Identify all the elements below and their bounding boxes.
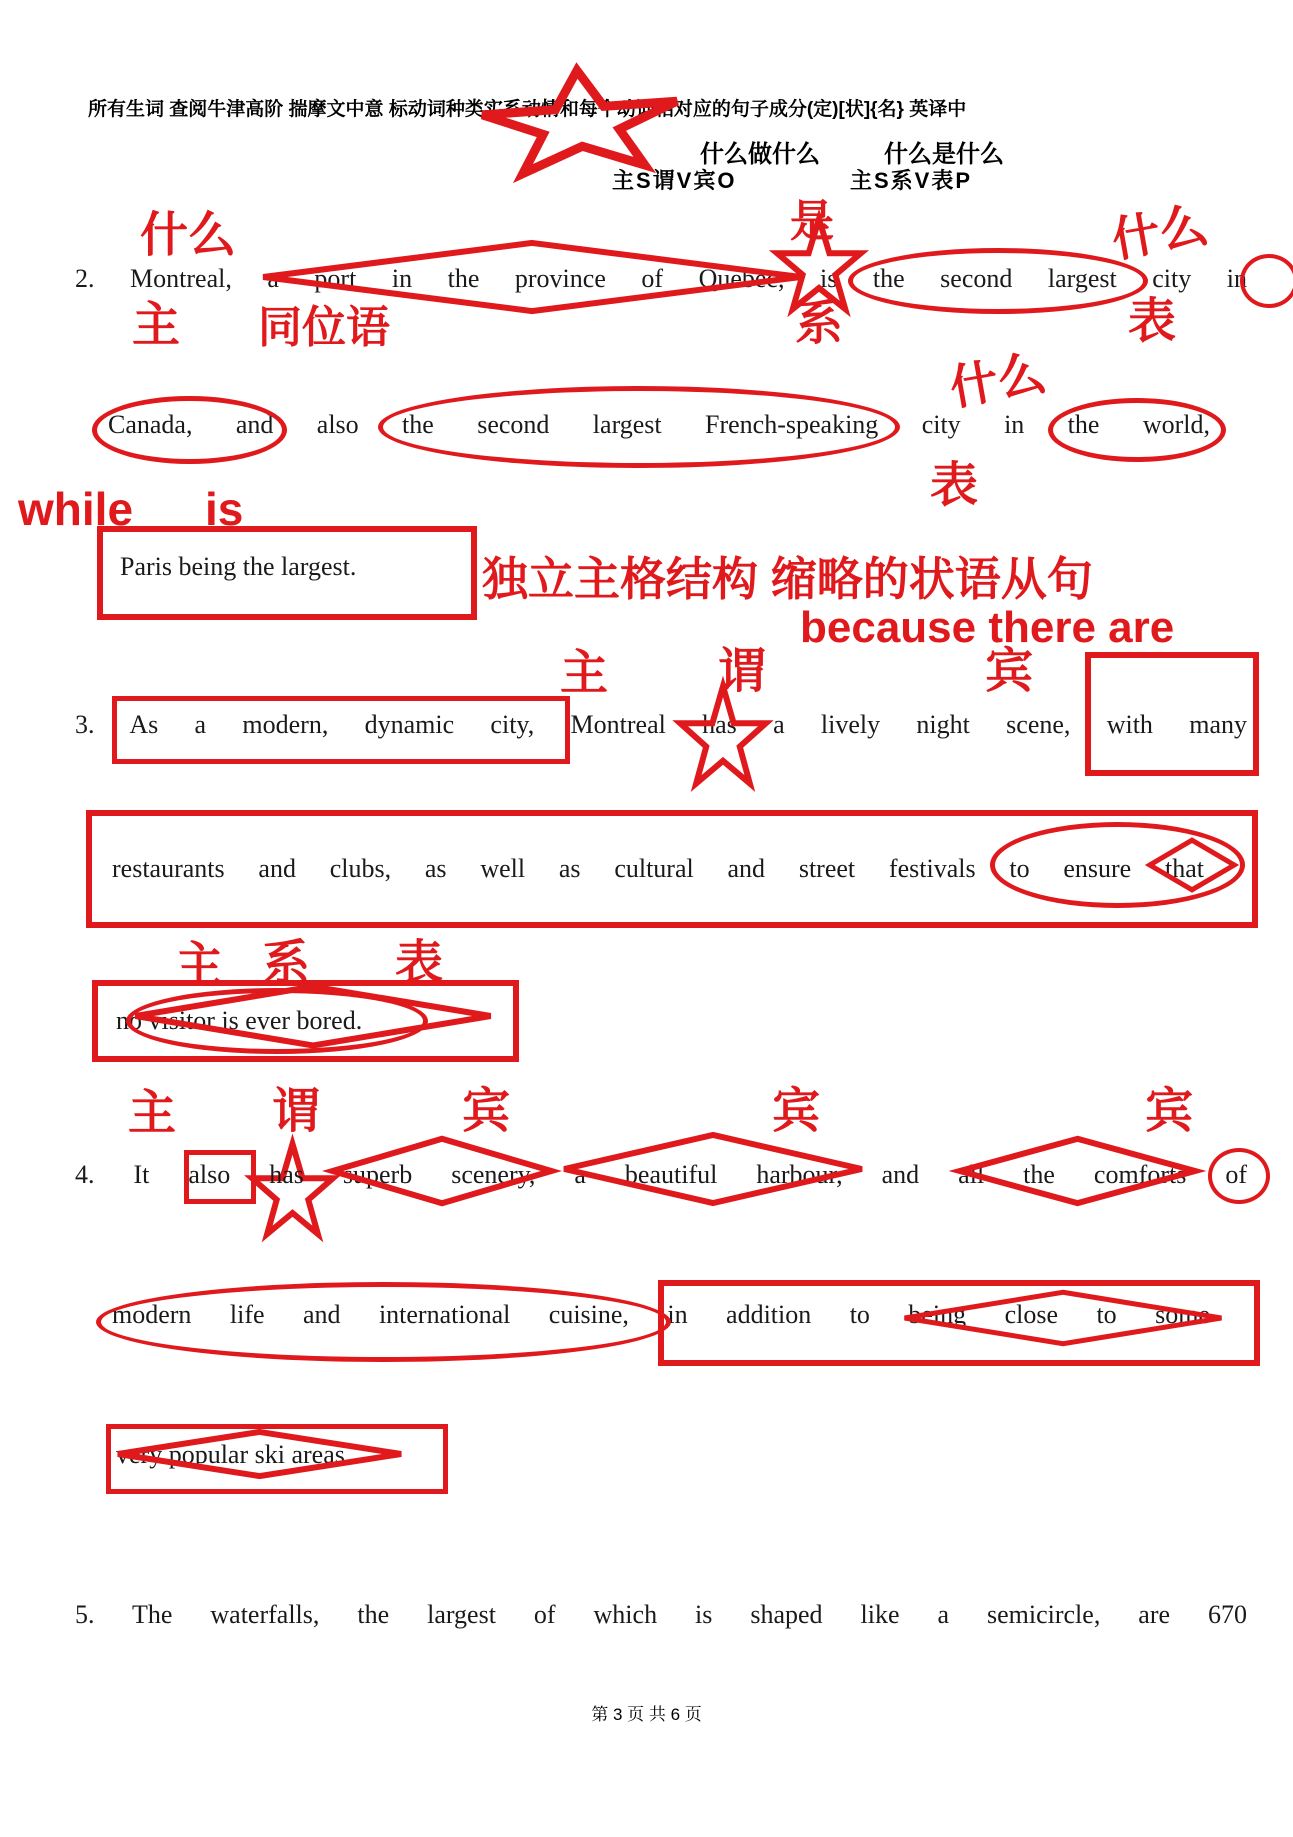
s2-absolute-construction-note: 独立主格结构 缩略的状语从句: [482, 553, 1093, 605]
s3-label-linking-verb: 系: [262, 937, 311, 990]
header-pattern-do: 什么做什么: [700, 141, 820, 168]
s3-label-subject: 主: [560, 647, 609, 700]
s2-label-subject: 主: [132, 299, 181, 352]
s4-ski-diamond-annotation: [112, 1430, 407, 1478]
s3-label-predicative: 表: [395, 937, 444, 990]
s2-line3: Paris being the largest.: [120, 552, 357, 581]
s4-harbour-diamond-annotation: [558, 1132, 868, 1206]
s4-comforts-diamond-annotation: [955, 1136, 1200, 1206]
s3-line2: restaurants and clubs, as well as cultural and street festivals to ensure that: [112, 854, 1204, 883]
s2-world-ellipse-annotation: [1048, 398, 1226, 462]
s4-cuisine-ellipse-annotation: [96, 1282, 671, 1362]
s2-label-appositive: 同位语: [258, 303, 390, 352]
s3-no-visitor-diamond-annotation: [128, 984, 498, 1048]
s3-label-subject2: 主: [175, 939, 224, 992]
s3-label-object: 宾: [985, 645, 1034, 698]
s2-line2: Canada, and also the second largest French-speaking city in the world,: [108, 410, 1210, 439]
s4-close-diamond-annotation: [898, 1290, 1228, 1346]
s3-line1: 3. As a modern, dynamic city, Montreal has a lively night scene, with many: [75, 710, 1247, 739]
header-formula-svo: 主S谓V宾O: [612, 168, 737, 193]
s2-in-circle-annotation: [1240, 254, 1293, 308]
s2-line1: 2. Montreal, a port in the province of Quebec, is the second largest city in: [75, 264, 1247, 293]
s2-what-above-world: 什么: [946, 347, 1050, 416]
s3-has-star-annotation: [678, 682, 768, 790]
s2-what-above-complement: 什么: [1108, 199, 1212, 268]
s2-label-linking-verb: 系: [795, 297, 844, 350]
s4-scenery-diamond-annotation: [328, 1136, 556, 1206]
s3-label-predicate: 谓: [718, 645, 767, 698]
header-formula-svp: 主S系V表P: [850, 168, 973, 193]
s2-french-speaking-ellipse-annotation: [378, 386, 900, 468]
s4-line2: modern life and international cuisine, in addition to being close to some: [112, 1300, 1210, 1329]
s3-adverbial-box-annotation: [112, 696, 570, 764]
s2-canada-ellipse-annotation: [92, 396, 287, 464]
footer-page-number: 第 3 页 共 6 页: [591, 1705, 702, 1724]
s3-that-diamond-annotation: [1148, 838, 1236, 892]
s4-label-predicate: 谓: [272, 1085, 321, 1138]
s4-label-object2: 宾: [772, 1085, 821, 1138]
s5-line1: 5. The waterfalls, the largest of which is shaped like a semicircle, are 670: [75, 1600, 1247, 1629]
s2-because-note: because there are: [800, 603, 1175, 652]
header-instruction: 所有生词 查阅牛津高阶 揣摩文中意 标动词种类实系动情和每个动词相对应的句子成分(定)[状]{名} 英译中: [88, 99, 967, 120]
s2-label-predicative1: 表: [1128, 295, 1177, 348]
s4-of-circle-annotation: [1208, 1148, 1270, 1204]
s4-label-object3: 宾: [1145, 1085, 1194, 1138]
s3-line3: no visitor is ever bored.: [116, 1006, 363, 1035]
s2-what-above-subject: 什么: [140, 209, 237, 262]
s4-line3: very popular ski areas.: [116, 1440, 352, 1469]
s4-line1: 4. It also has superb scenery, a beautiful harbour, and all the comforts of: [75, 1160, 1247, 1189]
header-pattern-be: 什么是什么: [884, 141, 1004, 168]
s4-label-object1: 宾: [462, 1085, 511, 1138]
s2-complement-ellipse-annotation: [848, 248, 1148, 314]
s2-shi-above-verb: 是: [790, 197, 834, 246]
s2-label-predicative2: 表: [930, 459, 979, 512]
s4-label-subject: 主: [128, 1087, 177, 1140]
s2-is-note: is: [205, 483, 244, 535]
s2-while-note: while: [18, 483, 134, 535]
